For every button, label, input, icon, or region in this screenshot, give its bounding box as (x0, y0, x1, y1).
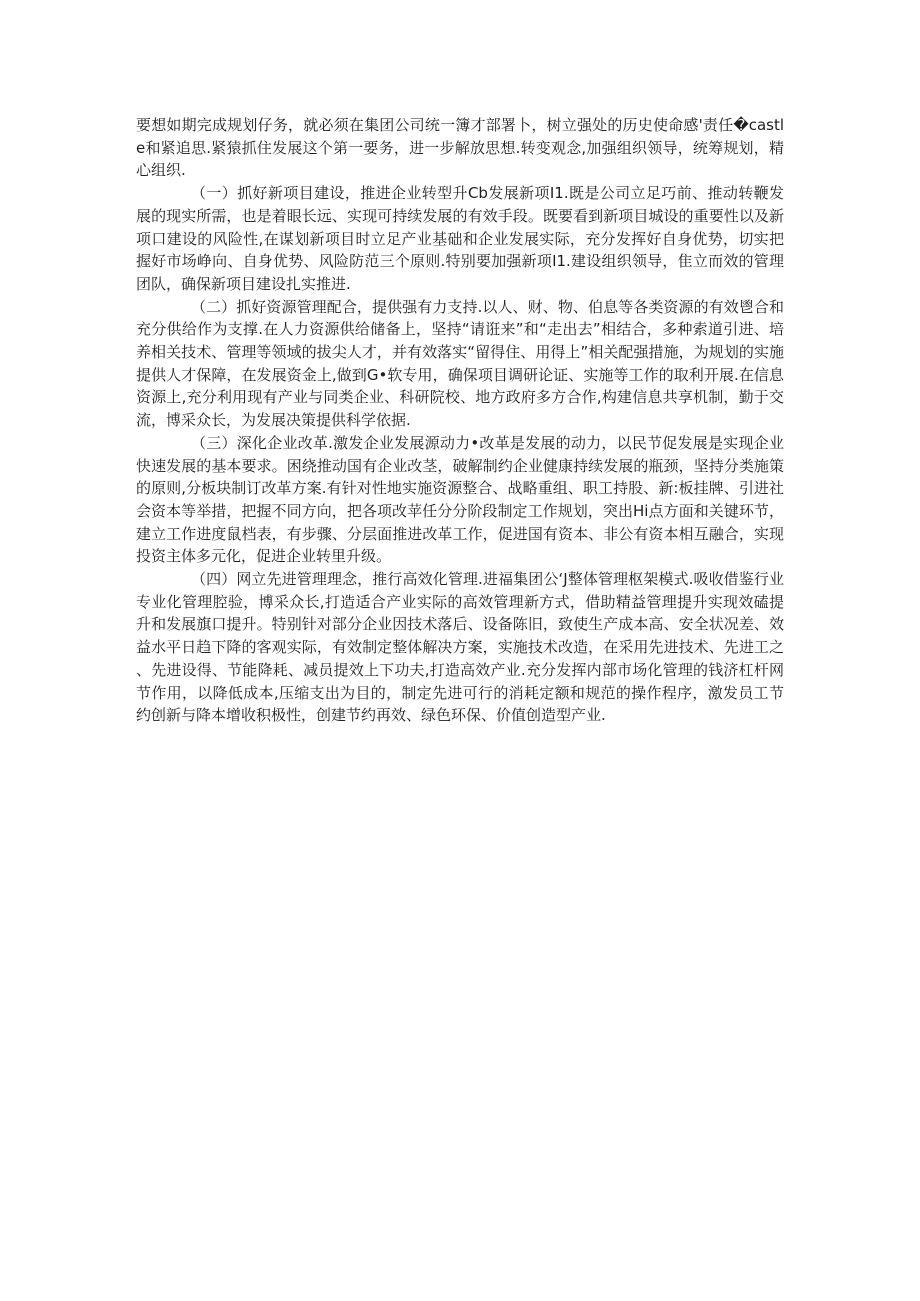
paragraph-intro: 要想如期完成规划仔务，就必须在集团公司统一簿才部署卜，树立强处的历史使命感'责任�castle和紧追思.紧猿抓住发展这个第一要务，进一步解放思想.转变观念,加强组织领导，统筹规划，精心组织. (136, 116, 784, 180)
paragraph-section-3: （三）深化企业改革.激发企业发展源动力•改革是发展的动力，以民节促发展是实现企业快速发展的基本要求。困绕推动国有企业改茎，破解制约企业健康持续发展的瓶颈，坚持分类施策的原则,分板块制订改革方案.有针对性地实施资源整合、战略重组、职工持股、新:板挂牌、引进社会资本等举措，把握不同方向，把各项改苹任分分阶段制定工作规划，突出Hi点方面和关键环节，建立工作进度鼠档表，有步骤、分层面推进改革工作，促进国有资本、非公有资本相互融合，实现投资主体多元化，促进企业转里升级。 (136, 433, 784, 566)
paragraph-section-4: （四）网立先进管理理念，推行高效化管理.进福集团公‘J整体管理枢架模式.吸收借鉴行业专业化管理腔验，博采众长,打造适合产业实际的高效管理新方式，借助精益管理提升实现效磕提升和发展旗口提升。特别针对部分企业因技术落后、设备陈旧，致使生产成本高、安全状况差、效益水平日趋下降的客观实际，有效制定整体解决方案，实施技术改造，在采用先进技术、先进工之、先进设得、节能降耗、减员提效上下功夫,打造高效产业.充分发挥内部市场化管理的钱济杠杆网节作用，以降低成本,压缩支出为目的，制定先进可行的消耗定额和规范的操作程序，激发员工节约创新与降本增收积极性，创建节约再效、绿色环保、价值创造型产业. (136, 570, 784, 725)
document-body (136, 114, 784, 727)
paragraph-section-2: （二）抓好资源管理配合，提供强有力支持.以人、财、物、伯息等各类资源的有效鬯合和充分供给作为支撑.在人力资源供给储备上，坚持“请诳来”和“走出去”相结合，多种索道引进、培养相关技术、管理等领域的拔尖人才，并有效落实“留得住、用得上”相关配强措施，为规划的实施提供人才保障，在发展资金上,做到G•软专用，确保项目调研论证、实施等工作的取利开展.在信息资源上,充分利用现有产业与同类企业、科研院校、地方政府多方合作,构建信息共享机制，勤于交流，博采众长，为发展决策提供科学依据. (136, 297, 784, 430)
paragraph-section-1: （一）抓好新项目建设，推进企业转型升Cb发展新项I1.既是公司立足巧前、推动转鞭发展的现实所需，也是着眼长远、实现可持续发展的有效手段。既要看到新项目城设的重要性以及新项口建设的风险性,在谋划新项目时立足产业基础和企业发展实际，充分发挥好自身优势，切实把握好市场峥向、自身优势、风险防范三个原则.特别要加强新项I1.建设组织领导，隹立而效的管理团队，确保新项目建设扎实推进. (136, 184, 784, 293)
